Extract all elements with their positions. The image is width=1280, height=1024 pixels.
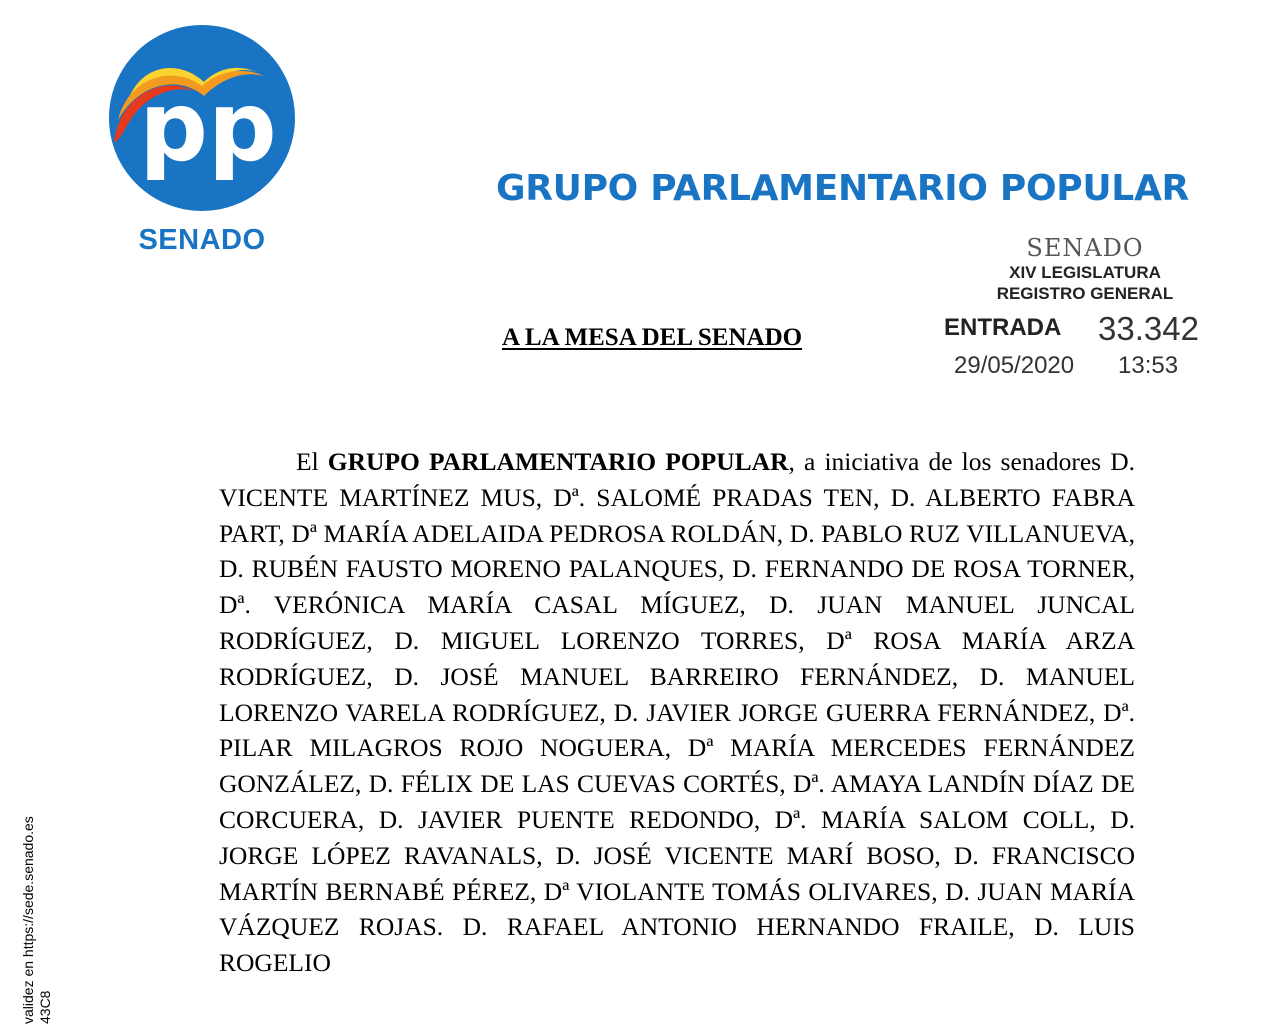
side-validation-note — [20, 816, 54, 1024]
registry-stamp — [930, 234, 1220, 379]
stamp-registry: REGISTRO GENERAL — [996, 284, 1174, 303]
stamp-institution: SENADO — [1026, 234, 1144, 262]
logo-letters: pp — [139, 71, 277, 183]
addressee-heading: A LA MESA DEL SENADO — [502, 324, 803, 351]
pp-logo-icon — [108, 24, 296, 212]
logo-caption: SENADO — [138, 224, 266, 256]
body-intro: El — [296, 447, 328, 476]
stamp-time: 13:53 — [1118, 352, 1179, 379]
side-validation-url: validez en https://sede.senado.es — [20, 816, 36, 1024]
stamp-legislature: XIV LEGISLATURA — [1009, 263, 1161, 282]
body-paragraph — [219, 444, 1135, 981]
pp-logo — [108, 24, 296, 212]
side-validation-code: 43C8 — [37, 990, 53, 1024]
group-title: GRUPO PARLAMENTARIO POPULAR — [496, 168, 1189, 209]
stamp-entry-number: 33.342 — [1098, 310, 1199, 347]
stamp-entry-label: ENTRADA — [944, 314, 1062, 341]
body-text: , a iniciativa de los senadores D. VICENTE MARTÍNEZ MUS, Dª. SALOMÉ PRADAS TEN, D. ALBERTO FABRA PART, Dª MARÍA ADELAIDA PEDROSA ROLDÁN, D. PABLO RUZ VILLANUEVA, D. RUBÉN FAUSTO MORENO PALANQUES, D. FERNANDO DE ROSA TORNER, Dª. VERÓNICA MARÍA CASAL MÍGUEZ, D. JUAN MANUEL JUNCAL RODRÍGUEZ, D. MIGUEL LORENZO TORRES, Dª ROSA MARÍA ARZA RODRÍGUEZ, D. JOSÉ MANUEL BARREIRO FERNÁNDEZ, D. MANUEL LORENZO VARELA RODRÍGUEZ, D. JAVIER JORGE GUERRA FERNÁNDEZ, Dª. PILAR MILAGROS ROJO NOGUERA, Dª MARÍA MERCEDES FERNÁNDEZ GONZÁLEZ, D. FÉLIX DE LAS CUEVAS CORTÉS, Dª. AMAYA LANDÍN DÍAZ DE CORCUERA, D. JAVIER PUENTE REDONDO, Dª. MARÍA SALOM COLL, D. JORGE LÓPEZ RAVANALS, D. JOSÉ VICENTE MARÍ BOSO, D. FRANCISCO MARTÍN BERNABÉ PÉREZ, Dª VIOLANTE TOMÁS OLIVARES, D. JUAN MARÍA VÁZQUEZ ROJAS. D. RAFAEL ANTONIO HERNANDO FRAILE, D. LUIS ROGELIO — [219, 447, 1136, 978]
stamp-date: 29/05/2020 — [954, 352, 1075, 379]
body-group-name: GRUPO PARLAMENTARIO POPULAR — [327, 447, 789, 476]
